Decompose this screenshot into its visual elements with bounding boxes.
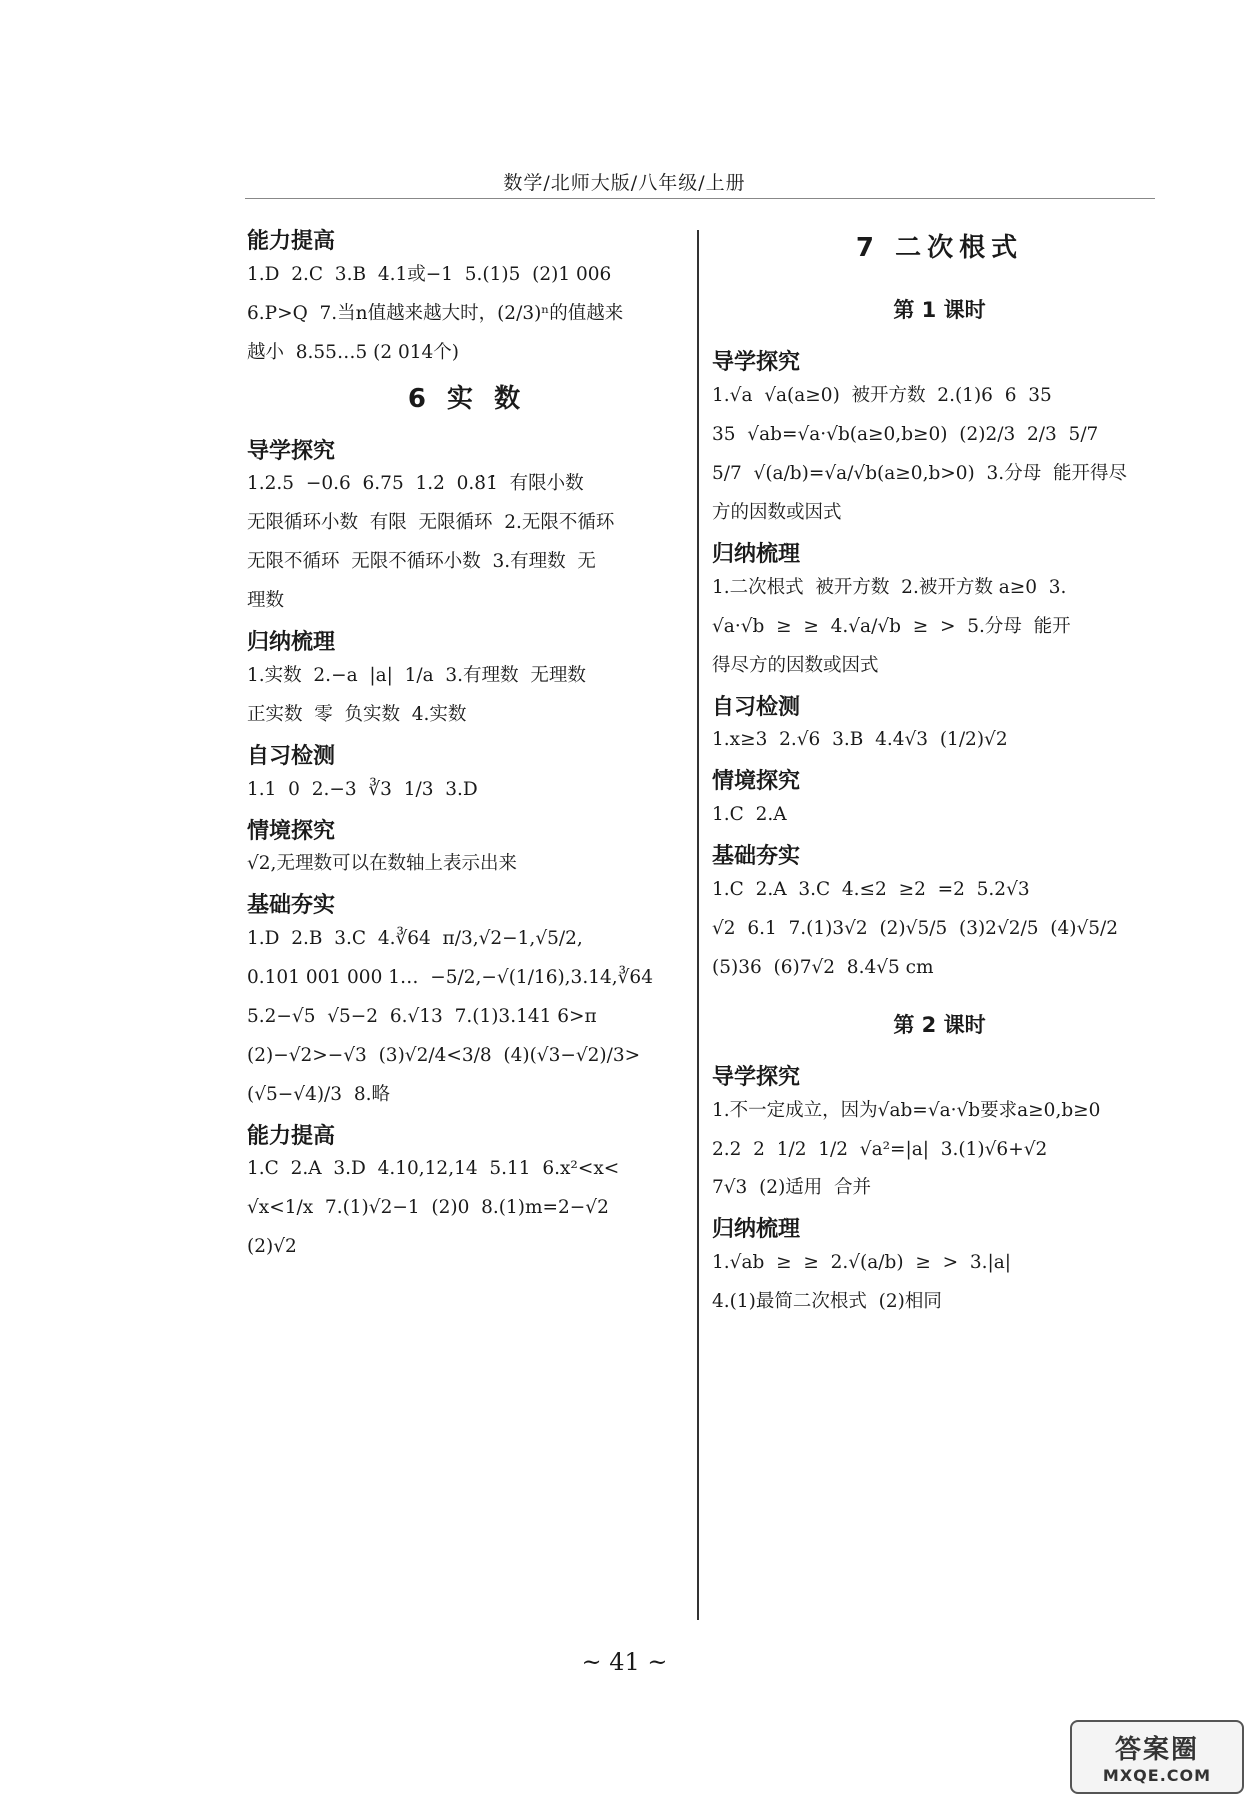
answer-line: (√5−√4)/3 8.略 <box>247 1083 390 1105</box>
right-basics-section <box>712 842 1167 981</box>
left-basics-section <box>247 891 687 1108</box>
answer-line: 越小 8.55…5 (2 014个) <box>247 341 460 363</box>
left-scenario-section <box>247 817 687 878</box>
answer-line: 1.实数 2.−a |a| 1/a 3.有理数 无理数 <box>247 664 586 686</box>
section-title: 导学探究 <box>712 1064 801 1090</box>
answer-line: √a·√b ≥ ≥ 4.√a/√b ≥ > 5.分母 能开 <box>712 615 1071 637</box>
answer-line: 5.2−√5 √5−2 6.√13 7.(1)3.141 6>π <box>247 1005 597 1027</box>
lesson-title: 第 2 课时 <box>893 1012 986 1037</box>
answer-line: √2 6.1 7.(1)3√2 (2)√5/5 (3)2√2/5 (4)√5/2 <box>712 917 1119 939</box>
section-title: 基础夯实 <box>247 893 336 919</box>
answer-line: 方的因数或因式 <box>712 502 842 524</box>
answer-line: 1.C 2.A 3.D 4.10,12,14 5.11 6.x²<x< <box>247 1158 620 1180</box>
answer-line: 1.2.5 −0.6 6.75 1.2̇ 0.8̇1̇ 有限小数 <box>247 473 584 495</box>
answer-line: 1.D 2.B 3.C 4.∛64 π/3,√2−1,√5/2, <box>247 927 583 949</box>
right-summary2-section <box>712 1215 1167 1315</box>
lesson-title: 第 1 课时 <box>893 298 986 323</box>
answer-line: 1.D 2.C 3.B 4.1或−1 5.(1)5 (2)1 006 <box>247 263 612 285</box>
section-title: 基础夯实 <box>712 843 801 869</box>
answer-line: 1.C 2.A 3.C 4.≤2 ≥2 =2 5.2√3 <box>712 878 1030 900</box>
answer-line: 得尽方的因数或因式 <box>712 654 879 676</box>
right-column <box>712 215 1167 1329</box>
page-number: ~ 41 ~ <box>581 1648 668 1676</box>
left-ability2-section <box>247 1122 687 1261</box>
answer-line: √2,无理数可以在数轴上表示出来 <box>247 853 517 875</box>
answer-line: 1.C 2.A <box>712 803 787 825</box>
answer-line: 35 √ab=√a·√b(a≥0,b≥0) (2)2/3 2/3 5/7 <box>712 424 1099 446</box>
answer-line: 2.2 2 1/2 1/2 √a²=|a| 3.(1)√6+√2 <box>712 1138 1048 1160</box>
section-title: 自习检测 <box>247 743 336 769</box>
header-rule <box>245 198 1155 199</box>
left-selfcheck-section <box>247 742 687 803</box>
answer-line: 1.不一定成立，因为√ab=√a·√b要求a≥0,b≥0 <box>712 1099 1101 1121</box>
section-title: 能力提高 <box>247 229 336 254</box>
answer-line: 1.x≥3 2.√6 3.B 4.4√3 (1/2)√2 <box>712 729 1008 751</box>
answer-line: 0.101 001 000 1… −5/2,−√(1/16),3.14,∛64 <box>247 966 653 988</box>
section-title: 导学探究 <box>247 438 336 464</box>
left-summary-section <box>247 628 687 728</box>
answer-line: √x<1/x 7.(1)√2−1 (2)0 8.(1)m=2−√2 <box>247 1197 609 1219</box>
answer-line: (5)36 (6)7√2 8.4√5 cm <box>712 956 934 978</box>
answer-line: 1.二次根式 被开方数 2.被开方数 a≥0 3. <box>712 576 1067 598</box>
column-divider <box>697 230 699 1620</box>
right-guide2-section <box>712 1063 1167 1202</box>
left-column <box>247 215 687 1274</box>
watermark-url: MXQE.COM <box>1102 1766 1212 1785</box>
answer-line: 无限循环小数 有限 无限循环 2.无限不循环 <box>247 512 615 534</box>
answer-line: 理数 <box>247 590 285 612</box>
section-title: 归纳梳理 <box>712 542 801 567</box>
answer-line: 无限不循环 无限不循环小数 3.有理数 无 <box>247 551 596 573</box>
left-ability-section <box>247 227 687 366</box>
right-scenario-section <box>712 767 1167 828</box>
answer-line: (2)−√2>−√3 (3)√2/4<3/8 (4)(√3−√2)/3> <box>247 1044 641 1066</box>
right-guide-section <box>712 348 1167 526</box>
answer-line: 正实数 零 负实数 4.实数 <box>247 703 467 725</box>
section-title: 情境探究 <box>247 818 336 844</box>
section-title: 归纳梳理 <box>712 1217 801 1243</box>
section-title: 情境探究 <box>712 769 801 795</box>
section-title: 导学探究 <box>712 350 801 376</box>
left-guide-section <box>247 437 687 615</box>
answer-line: 1.1 0 2.−3 ∛3 1/3 3.D <box>247 778 478 800</box>
section-title: 能力提高 <box>247 1123 336 1149</box>
answer-line: 1.√a √a(a≥0) 被开方数 2.(1)6 6 35 <box>712 385 1052 407</box>
watermark-logo <box>1070 1720 1244 1794</box>
answer-line: 5/7 √(a/b)=√a/√b(a≥0,b>0) 3.分母 能开得尽 <box>712 463 1127 485</box>
answer-line: 7√3 (2)适用 合并 <box>712 1177 872 1199</box>
watermark-text: 答案圈 <box>1114 1735 1199 1765</box>
answer-line: (2)√2 <box>247 1236 297 1258</box>
chapter-title: 7 二次根式 <box>855 233 1024 263</box>
page-header: 数学/北师大版/八年级/上册 <box>503 172 746 194</box>
section-title: 自习检测 <box>712 694 801 720</box>
right-selfcheck-section <box>712 693 1167 754</box>
answer-line: 1.√ab ≥ ≥ 2.√(a/b) ≥ > 3.|a| <box>712 1252 1012 1274</box>
chapter-title: 6 实 数 <box>407 383 527 414</box>
section-title: 归纳梳理 <box>247 630 336 656</box>
answer-line: 4.(1)最简二次根式 (2)相同 <box>712 1291 942 1313</box>
right-summary-section <box>712 540 1167 679</box>
answer-line: 6.P>Q 7.当n值越来越大时，(2/3)ⁿ的值越来 <box>247 302 624 324</box>
